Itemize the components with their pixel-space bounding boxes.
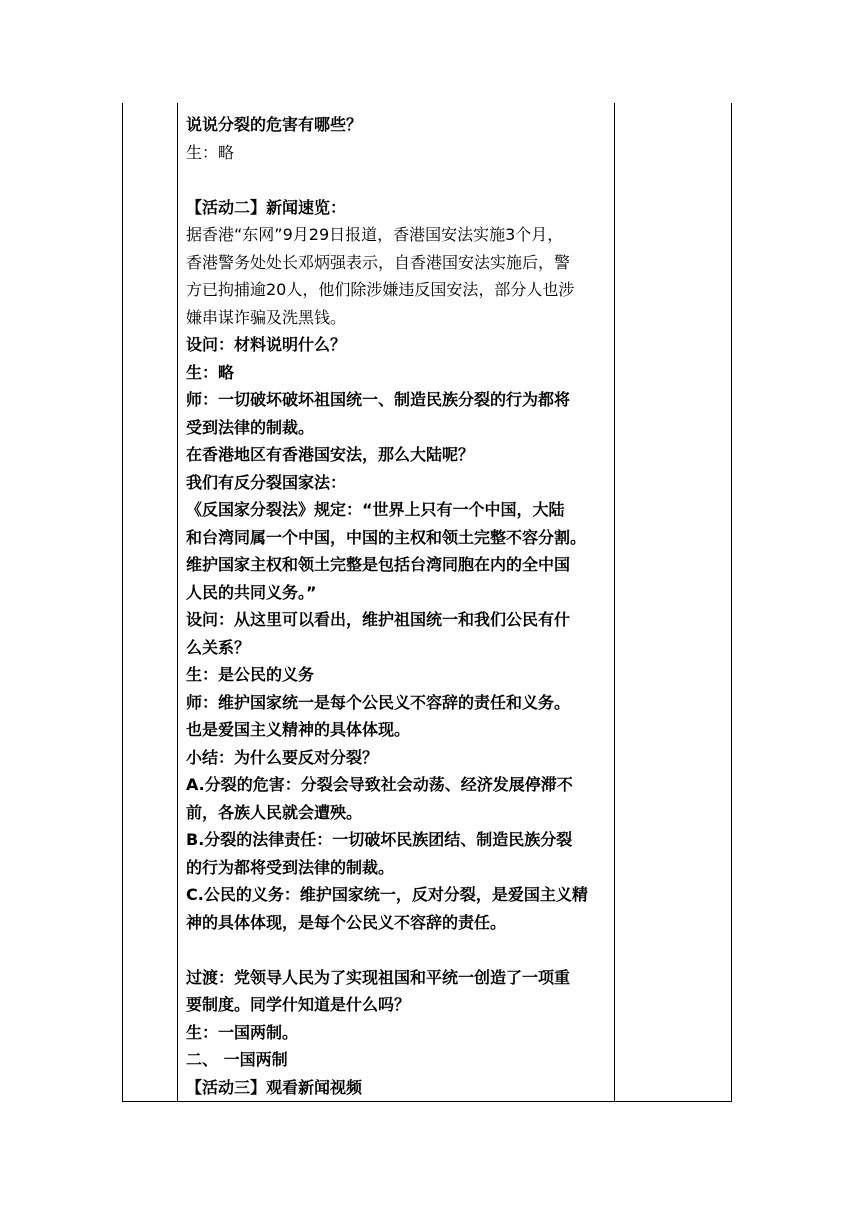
blank-line — [186, 166, 610, 194]
text-line: 设问：从这里可以看出，维护祖国统一和我们公民有什 — [186, 610, 571, 629]
text-line: 神的具体体现，是每个公民义不容辞的责任。 — [186, 912, 507, 932]
text-line: 《反国家分裂法》规定：“世界上只有一个中国，大陆 — [186, 500, 565, 519]
text-line: A.分裂的危害：分裂会导致社会动荡、经济发展停滞不 — [186, 775, 573, 794]
text-line: 过渡：党领导人民为了实现祖国和平统一创造了一项重 — [186, 967, 571, 987]
text-line: 前，各族人民就会遭殃。 — [186, 802, 363, 822]
blank-line — [186, 936, 610, 964]
text-line: 【活动二】新闻速览： — [186, 197, 347, 217]
text-line: 人民的共同义务。” — [186, 582, 317, 602]
text-line: 【活动三】观看新闻视频 — [186, 1077, 363, 1097]
text-line: 二、 一国两制 — [186, 1050, 288, 1069]
text-line: 师：一切破坏破坏祖国统一、制造民族分裂的行为都将 — [186, 390, 571, 409]
text-line: 说说分裂的危害有哪些？ — [186, 115, 363, 134]
text-line: 在香港地区有香港国安法，那么大陆呢？ — [186, 445, 475, 464]
text-line: 嫌串谋诈骗及洗黑钱。 — [186, 307, 347, 327]
text-line: 师：维护国家统一是每个公民义不容辞的责任和义务。 — [186, 692, 571, 712]
text-line: 么关系？ — [186, 637, 251, 657]
teaching-content-cell — [186, 111, 610, 1101]
lesson-table — [122, 103, 732, 1102]
text-line: 我们有反分裂国家法： — [186, 472, 347, 492]
text-line: 和台湾同属一个中国，中国的主权和领土完整不容分割。 — [186, 527, 587, 547]
text-line: 维护国家主权和领土完整是包括台湾同胞在内的全中国 — [186, 555, 571, 574]
text-line: 香港警务处处长邓炳强表示，自香港国安法实施后，警 — [186, 252, 571, 272]
column-divider-left — [177, 103, 178, 1101]
text-line: 小结：为什么要反对分裂？ — [186, 747, 379, 767]
text-line: B.分裂的法律责任：一切破坏民族团结、制造民族分裂 — [186, 830, 573, 849]
text-line: 据香港“东网”9月29日报道，香港国安法实施3个月， — [186, 225, 564, 244]
column-divider-right — [614, 103, 615, 1101]
text-line: 生：是公民的义务 — [186, 665, 315, 684]
text-line: 生：略 — [186, 142, 235, 162]
text-line: 也是爱国主义精神的具体体现。 — [186, 720, 411, 739]
text-line: 方已拘捕逾20人，他们除涉嫌违反国安法，部分人也涉 — [186, 280, 575, 299]
text-line: 生：略 — [186, 362, 235, 382]
text-line: 设问：材料说明什么？ — [186, 335, 347, 354]
text-line: 受到法律的制裁。 — [186, 417, 315, 437]
text-line: 要制度。同学什知道是什么吗？ — [186, 995, 411, 1014]
text-line: 生：一国两制。 — [186, 1022, 299, 1042]
text-line: 的行为都将受到法律的制裁。 — [186, 857, 395, 877]
text-line: C.公民的义务：维护国家统一，反对分裂，是爱国主义精 — [186, 885, 588, 904]
